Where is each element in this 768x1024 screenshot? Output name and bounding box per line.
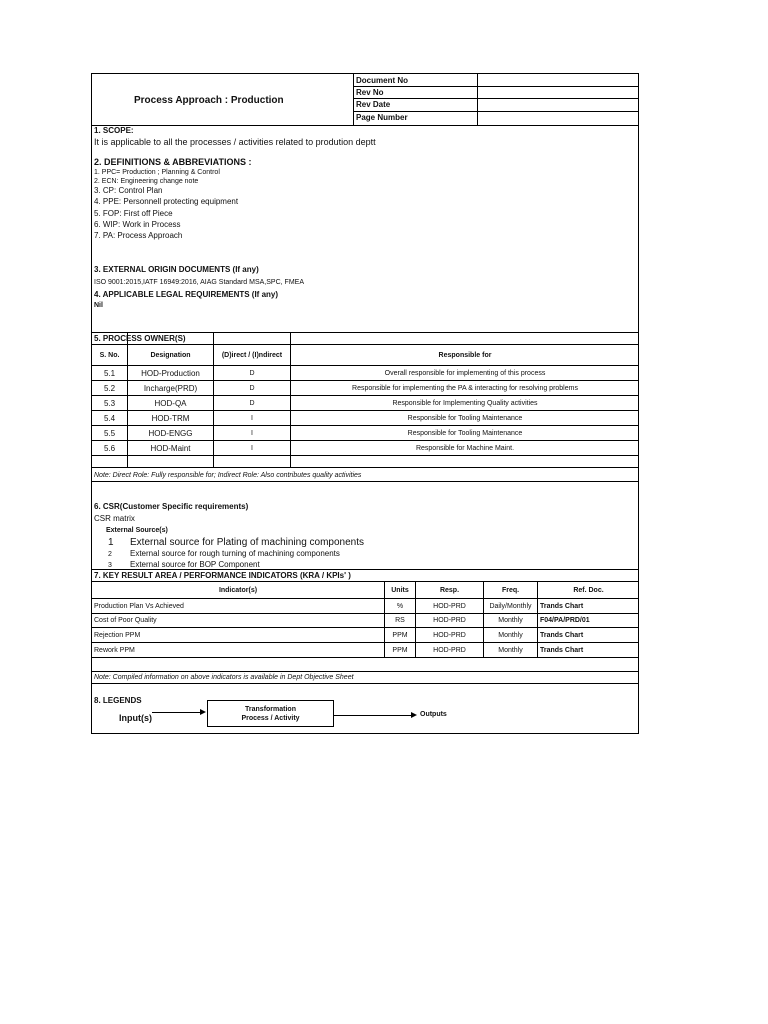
kra-heading: 7. KEY RESULT AREA / PERFORMANCE INDICATORS (KRA / KPIs' ) <box>94 571 351 580</box>
definition-item: 5. FOP: First off Piece <box>94 209 173 218</box>
col-designation-header: Designation <box>150 351 191 359</box>
owner-responsibility: Responsible for Tooling Maintenance <box>407 414 523 422</box>
rev-date-label: Rev Date <box>356 100 391 109</box>
definition-item: 6. WIP: Work in Process <box>94 220 181 229</box>
definition-item: 1. PPC= Production ; Planning & Control <box>94 169 220 176</box>
kra-refdoc: Trands Chart <box>540 631 584 639</box>
legal-text: Nil <box>94 302 103 309</box>
kra-refdoc: F04/PA/PRD/01 <box>540 617 590 624</box>
legends-heading: 8. LEGENDS <box>94 696 142 705</box>
kra-note: Note: Compiled information on above indicators is available in Dept Objective Sheet <box>94 674 354 681</box>
kra-freq: Monthly <box>498 631 523 639</box>
box-line-1: Transformation <box>245 705 296 713</box>
kra-units: PPM <box>392 631 408 639</box>
legend-input-label: Input(s) <box>119 713 152 723</box>
owner-role: I <box>251 429 253 437</box>
scope-text: It is applicable to all the processes / activities related to prodution deptt <box>94 137 376 147</box>
owner-role: D <box>249 384 255 392</box>
owner-designation: HOD-ENGG <box>148 428 193 438</box>
owner-sno: 5.3 <box>103 398 116 408</box>
transformation-process-box <box>207 700 334 727</box>
owner-responsibility: Responsible for Machine Maint. <box>415 444 515 452</box>
kra-col-refdoc: Ref. Doc. <box>573 586 604 594</box>
owner-role: D <box>249 369 255 377</box>
kra-freq: Monthly <box>498 646 523 654</box>
csr-item-number: 2 <box>108 551 112 558</box>
box-line-2: Process / Activity <box>241 714 300 722</box>
document-title: Process Approach : Production <box>134 95 284 106</box>
definitions-heading: 2. DEFINITIONS & ABBREVIATIONS : <box>94 157 252 167</box>
legal-heading: 4. APPLICABLE LEGAL REQUIREMENTS (If any) <box>94 290 279 299</box>
owner-sno: 5.1 <box>103 368 116 378</box>
owner-responsibility: Responsible for implementing the PA & interacting for resolving problems <box>352 384 578 392</box>
definition-item: 3. CP: Control Plan <box>94 186 163 195</box>
owner-designation: HOD-Maint <box>150 443 191 453</box>
rev-no-label: Rev No <box>356 88 384 97</box>
owner-designation: Incharge(PRD) <box>143 383 198 393</box>
kra-units: RS <box>395 617 405 624</box>
csr-item-text: External source for Plating of machining components <box>130 537 365 548</box>
kra-resp: HOD-PRD <box>433 602 466 610</box>
owner-designation: HOD-TRM <box>151 413 190 423</box>
owner-sno: 5.4 <box>103 413 116 423</box>
col-responsible-header: Responsible for <box>438 351 492 359</box>
output-arrowhead-icon <box>411 712 417 718</box>
owner-role: I <box>251 414 253 422</box>
csr-matrix: CSR matrix <box>94 514 135 523</box>
col-direct-indirect-header: (D)irect / (I)ndirect <box>221 351 283 359</box>
owner-responsibility: Overall responsible for implementing of this process <box>384 369 546 377</box>
process-approach-document <box>91 73 639 734</box>
owner-designation: HOD-Production <box>141 368 200 378</box>
owner-sno: 5.2 <box>103 383 116 393</box>
kra-refdoc: Trands Chart <box>540 602 584 610</box>
process-owners-heading: 5. PROCESS OWNER(S) <box>94 334 186 343</box>
kra-refdoc: Trands Chart <box>540 646 584 654</box>
kra-freq: Monthly <box>498 617 523 624</box>
input-arrowhead-icon <box>200 709 206 715</box>
kra-indicator: Rework PPM <box>94 646 135 654</box>
definition-item: 7. PA: Process Approach <box>94 231 183 240</box>
csr-item-number: 1 <box>108 537 114 548</box>
csr-item-text: External source for rough turning of machining components <box>130 549 340 558</box>
scope-heading: 1. SCOPE: <box>94 126 134 135</box>
owner-responsibility: Responsible for Implementing Quality activities <box>392 399 538 407</box>
kra-col-units: Units <box>391 586 409 594</box>
roles-note: Note: Direct Role: Fully responsible for; Indirect Role: Also contributes quality activities <box>94 472 362 479</box>
kra-resp: HOD-PRD <box>433 646 466 654</box>
external-sources-heading: External Source(s) <box>106 527 168 534</box>
csr-item-text: External source for BOP Component <box>130 560 260 569</box>
owner-responsibility: Responsible for Tooling Maintenance <box>407 429 523 437</box>
kra-units: % <box>396 602 404 610</box>
owner-role: I <box>251 444 253 452</box>
legend-output-label: Outputs <box>420 711 447 718</box>
input-arrow <box>152 712 200 713</box>
kra-resp: HOD-PRD <box>433 631 466 639</box>
kra-col-freq: Freq. <box>501 586 520 594</box>
kra-indicator: Cost of Poor Quality <box>94 617 157 624</box>
kra-units: PPM <box>392 646 408 654</box>
document-no-label: Document No <box>356 76 408 85</box>
kra-col-indicator: Indicator(s) <box>218 586 258 594</box>
definition-item: 2. ECN: Engineering change note <box>94 178 199 185</box>
kra-indicator: Production Plan Vs Achieved <box>94 602 184 610</box>
owner-role: D <box>249 399 255 407</box>
csr-item-number: 3 <box>108 562 112 569</box>
external-docs-text: ISO 9001:2015,IATF 16949:2016, AIAG Standard MSA,SPC, FMEA <box>94 279 304 286</box>
kra-col-resp: Resp. <box>439 586 460 594</box>
external-docs-heading: 3. EXTERNAL ORIGIN DOCUMENTS (If any) <box>94 265 259 274</box>
kra-indicator: Rejection PPM <box>94 631 141 639</box>
output-arrow <box>334 715 411 716</box>
owner-designation: HOD-QA <box>154 398 187 408</box>
page-number-label: Page Number <box>356 113 408 122</box>
kra-resp: HOD-PRD <box>433 617 466 624</box>
csr-heading: 6. CSR(Customer Specific requirements) <box>94 502 249 511</box>
col-sno-header: S. No. <box>99 351 120 359</box>
definition-item: 4. PPE: Personnell protecting equipment <box>94 197 239 206</box>
owner-sno: 5.6 <box>103 443 116 453</box>
owner-sno: 5.5 <box>103 428 116 438</box>
kra-freq: Daily/Monthly <box>489 602 532 610</box>
